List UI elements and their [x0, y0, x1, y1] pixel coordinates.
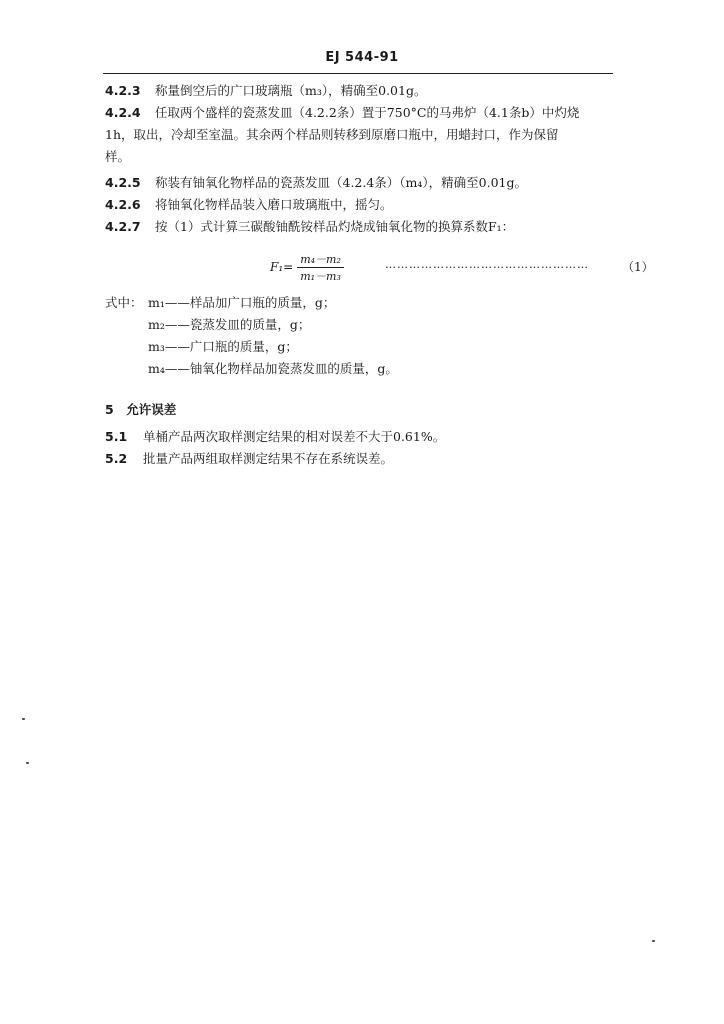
clause-number: 4.2.5: [105, 175, 141, 190]
formula-numerator: m₄－m₂: [297, 251, 344, 268]
clause-number: 4.2.4: [105, 105, 141, 120]
clause-4-2-4: [105, 104, 579, 122]
clause-text: 单桶产品两次取样测定结果的相对误差不大于0.61%。: [143, 429, 446, 444]
formula-fraction: [297, 251, 344, 284]
clause-4-2-6: [105, 196, 393, 214]
formula: [270, 250, 344, 284]
clause-text: 将铀氧化物样品装入磨口玻璃瓶中，摇匀。: [155, 197, 393, 212]
clause-4-2-5: [105, 174, 527, 192]
formula-leader-dots: ……………………………………………: [385, 258, 589, 271]
variable-m2: m₂——瓷蒸发皿的质量，g；: [148, 317, 311, 332]
header-rule: [103, 73, 613, 74]
variable-m1: m₁——样品加广口瓶的质量，g；: [148, 295, 336, 310]
scan-speck: [652, 940, 655, 942]
clause-text: 称量倒空后的广口玻璃瓶（m₃），精确至0.01g。: [155, 83, 427, 98]
clause-text: 批量产品两组取样测定结果不存在系统误差。: [143, 451, 394, 466]
clause-number: 4.2.3: [105, 83, 141, 98]
clause-text: 任取两个盛样的瓷蒸发皿（4.2.2条）置于750°C的马弗炉（4.1条b）中灼烧: [155, 105, 580, 120]
clause-4-2-4-continuation: 1h，取出，冷却至室温。其余两个样品则转移到原磨口瓶中，用蜡封口，作为保留: [105, 127, 559, 142]
clause-4-2-3: [105, 82, 426, 100]
formula-denominator: m₁－m₃: [300, 269, 341, 283]
clause-text: 称装有铀氧化物样品的瓷蒸发皿（4.2.4条）（m₄），精确至0.01g。: [155, 175, 528, 190]
clause-number: 4.2.6: [105, 197, 141, 212]
formula-lhs: F₁=: [270, 260, 294, 274]
clause-number: 5.1: [105, 429, 128, 444]
clause-5-2: [105, 450, 393, 468]
clause-4-2-7: [105, 218, 514, 236]
scan-speck: [26, 762, 29, 764]
clause-4-2-4-continuation-2: 样。: [105, 149, 131, 164]
scan-speck: [22, 718, 25, 720]
doc-code-header: EJ 544-91: [325, 50, 399, 65]
clause-5-1: [105, 428, 445, 446]
variable-m3: m₃——广口瓶的质量，g；: [148, 339, 298, 354]
clause-number: 5.2: [105, 451, 128, 466]
section-5-heading: 5 允许误差: [105, 402, 177, 417]
equation-number: （1）: [622, 260, 654, 274]
variables-intro: 式中：: [105, 295, 143, 310]
variable-m4: m₄——铀氧化物样品加瓷蒸发皿的质量，g。: [148, 361, 398, 376]
clause-number: 4.2.7: [105, 219, 141, 234]
clause-text: 按（1）式计算三碳酸铀酰铵样品灼烧成铀氧化物的换算系数F₁：: [155, 219, 515, 234]
